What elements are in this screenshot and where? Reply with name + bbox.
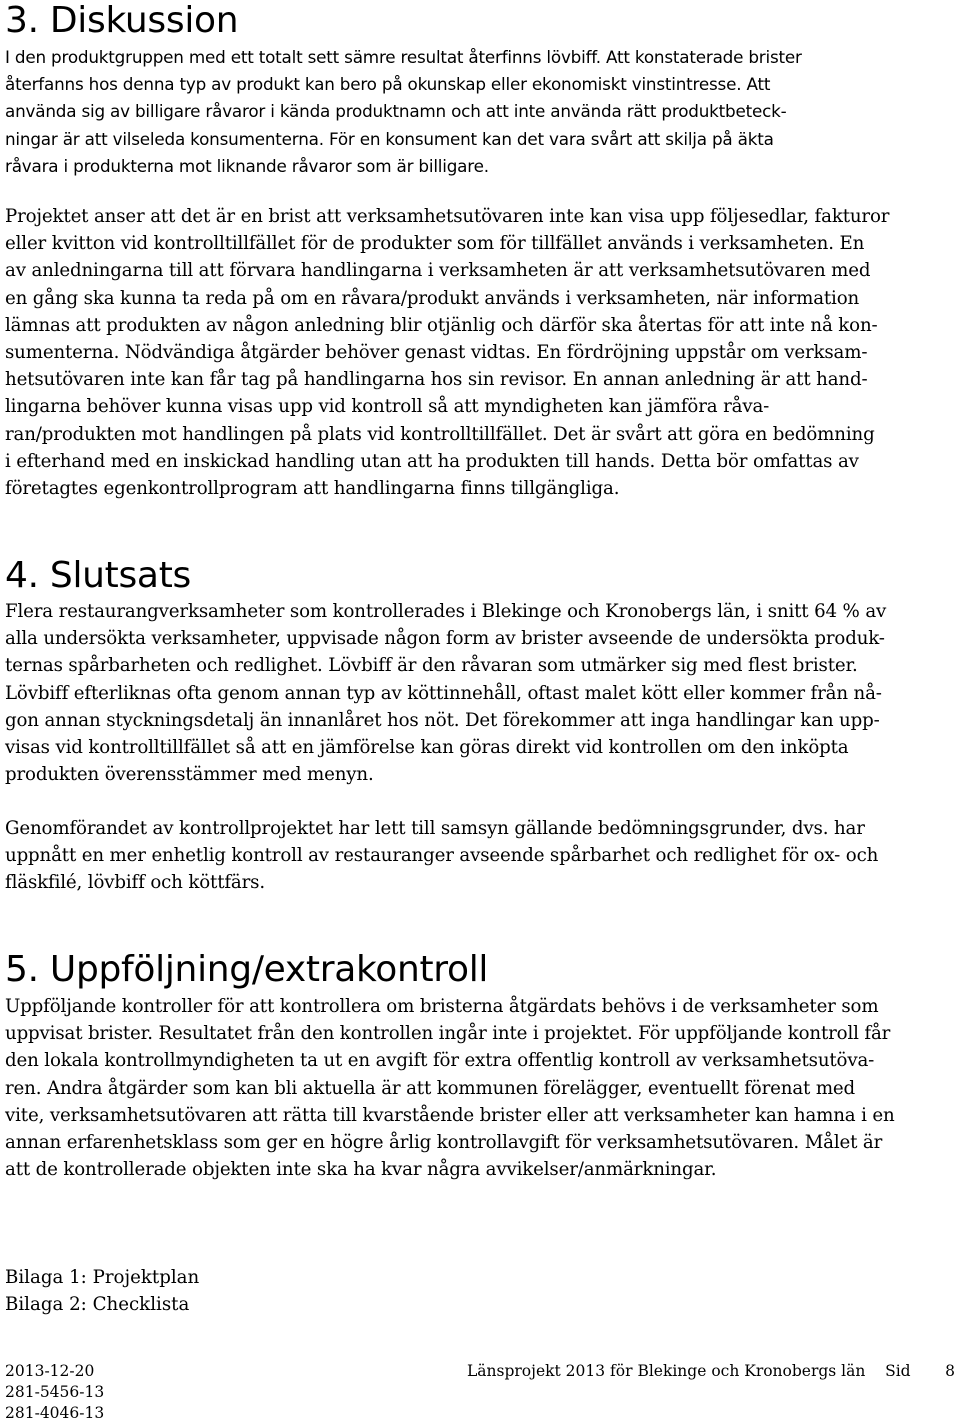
attachment-2: Bilaga 2: Checklista [5, 1294, 190, 1315]
footer-title-line [467, 1361, 911, 1382]
text-line: uppnått en mer enhetlig kontroll av restauranger avseende spårbarhet och redlighet för ox- och [5, 845, 879, 867]
text-line: gon annan styckningsdetalj än innanlåret hos nöt. Det förekommer att inga handlingar kan upp- [5, 709, 880, 731]
text-line: eller kvitton vid kontrolltillfället för de produkter som för tillfället används i verksamheten. En [5, 233, 865, 255]
text-line: sumenterna. Nödvändiga åtgärder behöver genast vidtas. En fördröjning uppstår om verksam- [5, 342, 868, 364]
text-line: att de kontrollerade objekten inte ska ha kvar några avvikelser/anmärkningar. [5, 1159, 717, 1181]
text-line: ran/produkten mot handlingen på plats vid kontrolltillfället. Det är svårt att göra en bedömning [5, 423, 875, 445]
text-line: företagtes egenkontrollprogram att handlingarna finns tillgängliga. [5, 478, 620, 500]
text-line: Flera restaurangverksamheter som kontrollerades i Blekinge och Kronobergs län, i snitt 64 % av [5, 601, 887, 622]
text-line: visas vid kontrolltillfället så att en jämförelse kan göras direkt vid kontrollen om den inköpta [5, 737, 849, 759]
text-line: ternas spårbarheten och redlighet. Lövbiff är den råvaran som utmärker sig med flest brister. [5, 655, 858, 677]
footer-title: Länsprojekt 2013 för Blekinge och Kronobergs län [467, 1362, 866, 1380]
diskussion-paragraph-2 [5, 203, 955, 502]
text-line: Projektet anser att det är en brist att verksamhetsutövaren inte kan visa upp följesedlar, fakturor [5, 206, 890, 227]
text-line: uppvisat brister. Resultatet från den kontrollen ingår inte i projektet. För uppföljande kontroll får [5, 1023, 891, 1045]
footer-left [5, 1361, 104, 1424]
text-line: en gång ska kunna ta reda på om en råvara/produkt används i verksamheten, när information [5, 287, 860, 309]
footer-date: 2013-12-20 [5, 1362, 95, 1380]
text-line: Uppföljande kontroller för att kontrollera om bristerna åtgärdats behövs i de verksamheter som [5, 996, 879, 1017]
uppfoljning-paragraph [5, 993, 955, 1183]
section-heading-slutsats: 4. Slutsats [5, 555, 191, 596]
text-line: råvara i produkterna mot liknande råvaror som är billigare. [5, 155, 489, 176]
text-line: fläskfilé, lövbiff och köttfärs. [5, 872, 265, 894]
slutsats-paragraph-1 [5, 598, 955, 788]
slutsats-paragraph-2 [5, 815, 955, 897]
section-heading-uppfoljning: 5. Uppföljning/extrakontroll [5, 949, 489, 990]
footer-reference-1: 281-5456-13 [5, 1383, 105, 1401]
text-line: produkten överensstämmer med menyn. [5, 764, 374, 786]
footer-sid-label: Sid [885, 1362, 911, 1380]
text-line: lämnas att produkten av någon anledning blir otjänlig och därför ska återtas för att inte nå kon- [5, 314, 878, 336]
text-line: Genomförandet av kontrollprojektet har lett till samsyn gällande bedömningsgrunder, dvs. har [5, 818, 865, 839]
section-heading-diskussion: 3. Diskussion [5, 0, 239, 41]
text-line: alla undersökta verksamheter, uppvisade någon form av brister avseende de undersökta produk- [5, 628, 885, 650]
text-line: ningar är att vilseleda konsumenterna. För en konsument kan det vara svårt att skilja på äkta [5, 128, 774, 149]
text-line: använda sig av billigare råvaror i kända produktnamn och att inte använda rätt produktbeteck- [5, 101, 787, 122]
text-line: återfanns hos denna typ av produkt kan bero på okunskap eller ekonomiskt vinstintresse. Att [5, 74, 771, 95]
text-line: vite, verksamhetsutövaren att rätta till kvarstående brister eller att verksamheter kan hamna i en [5, 1104, 895, 1126]
text-line: hetsutövaren inte kan får tag på handlingarna hos sin revisor. En annan anledning är att hand- [5, 369, 868, 391]
text-line: Lövbiff efterliknas ofta genom annan typ av köttinnehåll, oftast malet kött eller kommer från nå- [5, 682, 882, 704]
text-line: ren. Andra åtgärder som kan bli aktuella är att kommunen förelägger, eventuellt förenat med [5, 1077, 856, 1099]
text-line: I den produktgruppen med ett totalt sett sämre resultat återfinns lövbiff. Att konstaterade brister [5, 47, 802, 67]
text-line: annan erfarenhetsklass som ger en högre årlig kontrollavgift för verksamhetsutövaren. Målet är [5, 1132, 883, 1154]
page-number: 8 [945, 1362, 955, 1380]
diskussion-paragraph-1 [5, 44, 955, 180]
footer-reference-2: 281-4046-13 [5, 1404, 105, 1422]
text-line: i efterhand med en inskickad handling utan att ha produkten till hands. Detta bör omfattas av [5, 450, 859, 472]
attachment-1: Bilaga 1: Projektplan [5, 1267, 200, 1288]
text-line: lingarna behöver kunna visas upp vid kontroll så att myndigheten kan jämföra råva- [5, 396, 770, 418]
text-line: av anledningarna till att förvara handlingarna i verksamheten är att verksamhetsutövaren med [5, 260, 871, 282]
text-line: den lokala kontrollmyndigheten ta ut en avgift för extra offentlig kontroll av verksamhetsutöva- [5, 1050, 875, 1072]
